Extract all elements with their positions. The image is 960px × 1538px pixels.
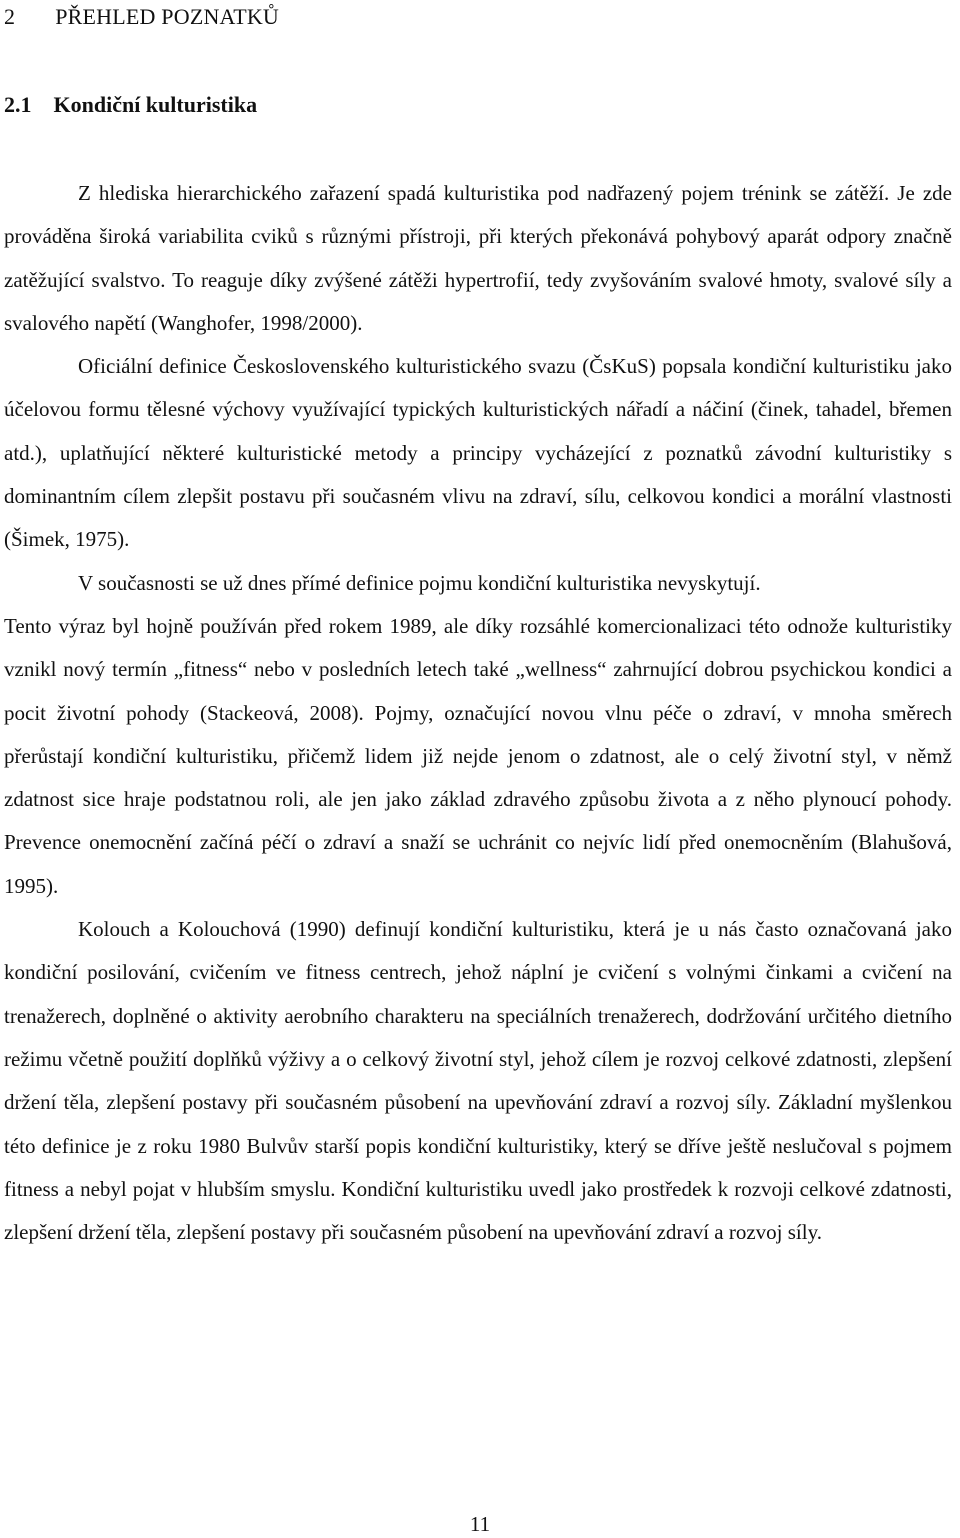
paragraph: V současnosti se už dnes přímé definice pojmu kondiční kulturistika nevyskytují. <box>78 570 761 595</box>
chapter-title: PŘEHLED POZNATKŮ <box>55 4 280 29</box>
paragraph: Z hlediska hierarchického zařazení spadá kulturistika pod nadřazený pojem trénink se zátěží. Je zde prováděna široká variabilita cviků s různými přístroji, při kterých překonává pohybový aparát odpory značně zatěžující svalstvo. To reaguje díky zvýšené zátěži hypertrofií, tedy zvyšováním svalové hmoty, svalové síly a svalového napětí (Wanghofer, 1998/2000). <box>4 181 952 335</box>
chapter-number: 2 <box>4 4 16 29</box>
paragraph: Tento výraz byl hojně používán před rokem 1989, ale díky rozsáhlé komercionalizaci této odnože kulturistiky vznikl nový termín „fitness“ nebo v posledních letech také „wellness“ zahrnující dobrou psychickou kondici a pocit životní pohody (Stackeová, 2008). Pojmy, označující novou vlnu péče o zdraví, v mnoha směrech přerůstají kondiční kulturistiku, přičemž lidem již nejde jenom o zdatnost, ale o celý životní styl, v němž zdatnost sice hraje podstatnou roli, ale jen jako základ zdravého způsobu života a z něho plynoucí pohody. Prevence onemocnění začíná péčí o zdraví a snaží se uchránit co nejvíc lidí před onemocněním (Blahušová, 1995). <box>4 613 952 898</box>
paragraph: Oficiální definice Československého kulturistického svazu (ČsKuS) popsala kondiční kulturistiku jako účelovou formu tělesné výchovy využívající typických kulturistických nářadí a náčiní (činek, tahadel, břemen atd.), uplatňující některé kulturistické metody a principy vycházející z poznatků závodní kulturistiky s dominantním cílem zlepšit postavu při současném vlivu na zdraví, sílu, celkovou kondici a morální vlastnosti (Šimek, 1975). <box>4 354 952 552</box>
section-heading <box>4 92 257 118</box>
chapter-heading <box>4 4 279 30</box>
section-title: Kondiční kulturistika <box>53 92 258 117</box>
paragraph: Kolouch a Kolouchová (1990) definují kondiční kulturistiku, která je u nás často označovaná jako kondiční posilování, cvičením ve fitness centrech, jehož náplní je cvičení s volnými činkami a cvičení na trenažerech, doplněné o aktivity aerobního charakteru na speciálních trenažerech, dodržování určitého dietního režimu včetně použití doplňků výživy a o celkový životní styl, jehož cílem je rozvoj celkové zdatnosti, zlepšení držení těla, zlepšení postavy při současném působení na upevňování zdraví a rozvoj síly. Základní myšlenkou této definice je z roku 1980 Bulvův starší popis kondiční kulturistiky, který se dříve ještě neslučoval s pojmem fitness a nebyl pojat v hlubším smyslu. Kondiční kulturistiku uvedl jako prostředek k rozvoji celkové zdatnosti, zlepšení držení těla, zlepšení postavy při současném působení na upevňování zdraví a rozvoj síly. <box>4 917 952 1245</box>
page-number: 11 <box>469 1512 491 1536</box>
section-number: 2.1 <box>4 92 32 117</box>
body-text <box>4 172 952 1254</box>
